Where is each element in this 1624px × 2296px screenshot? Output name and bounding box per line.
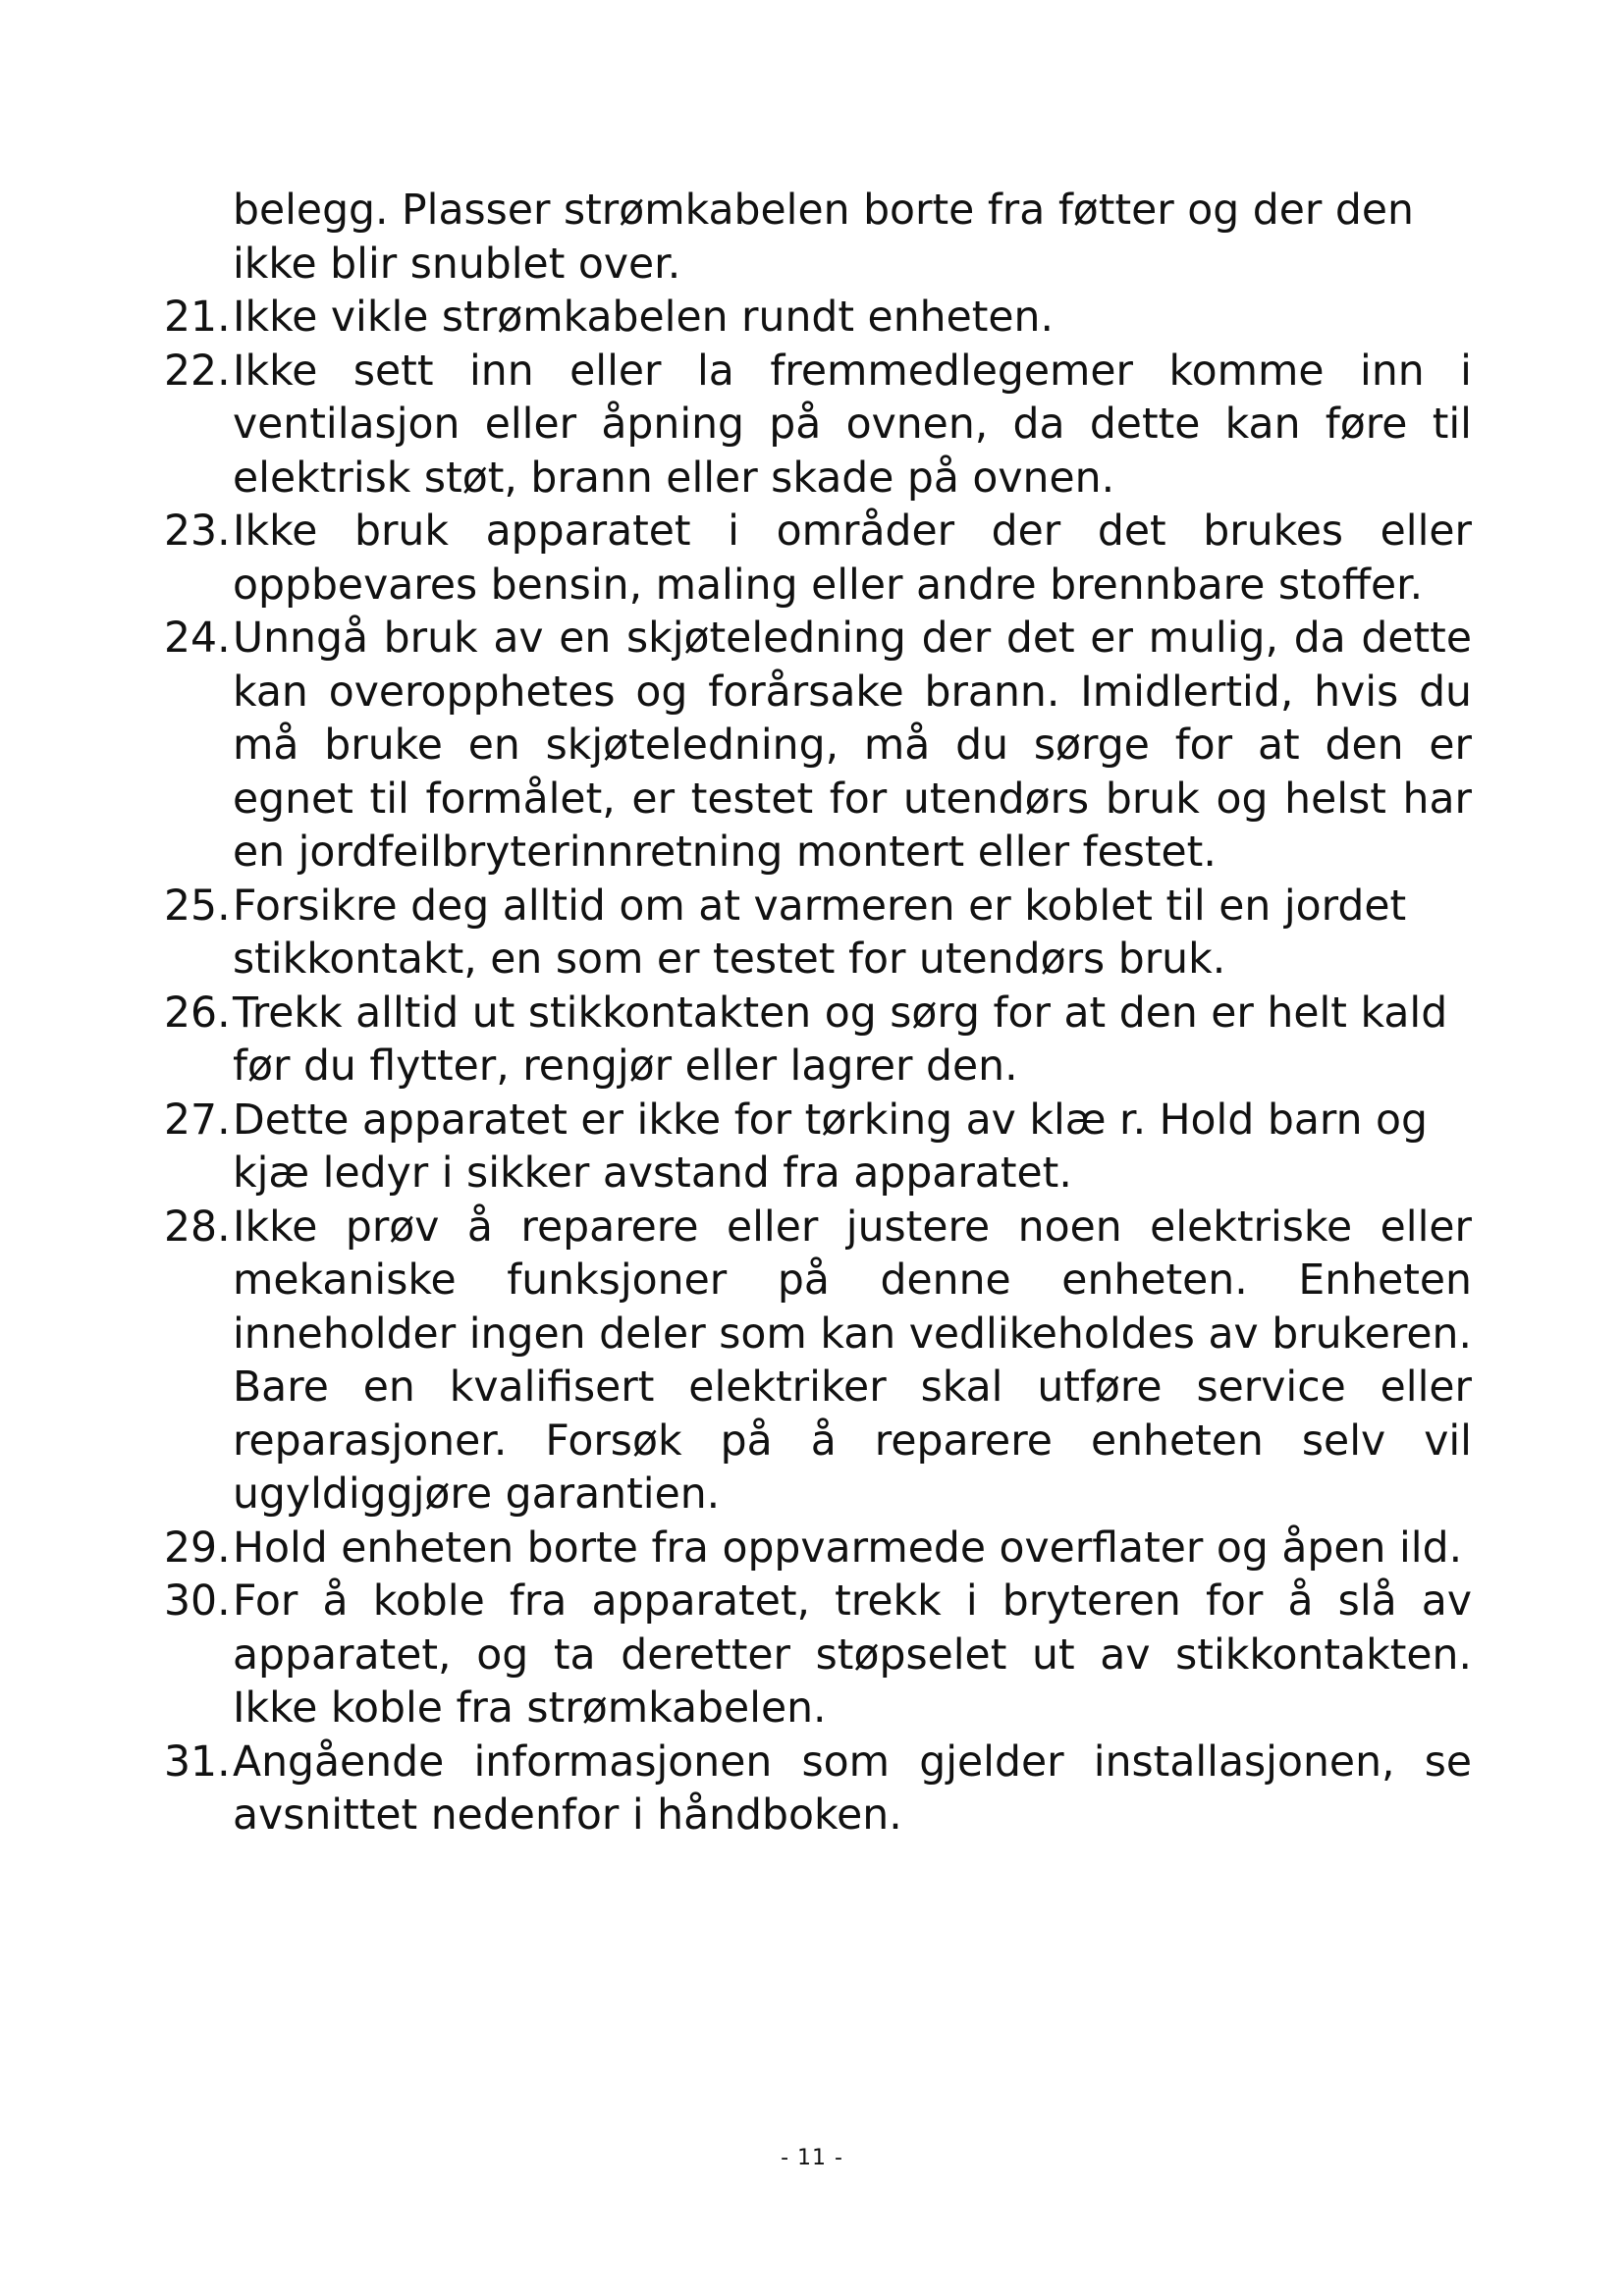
item-text: Ikke sett inn eller la fremmedlegemer komme inn i ventilasjon eller åpning på ovnen, da dette kan føre til elektrisk støt, brann eller skade på ovnen. bbox=[233, 347, 1472, 503]
item-text: Angående informasjonen som gjelder installasjonen, se avsnittet nedenfor i håndboken. bbox=[233, 1737, 1472, 1840]
list-item-28 bbox=[164, 1201, 1472, 1522]
list-item-24 bbox=[164, 613, 1472, 881]
item-number: 28. bbox=[164, 1202, 231, 1252]
item-text: Hold enheten borte fra oppvarmede overflater og åpen ild. bbox=[233, 1523, 1463, 1573]
list-item-30 bbox=[164, 1575, 1472, 1736]
item-number: 29. bbox=[164, 1523, 231, 1573]
item-text: Ikke bruk apparatet i områder der det brukes eller oppbevares bensin, maling eller andre brennbare stoffer. bbox=[233, 507, 1472, 610]
list-item-21 bbox=[164, 292, 1472, 346]
list-item-27 bbox=[164, 1095, 1472, 1201]
item-number: 26. bbox=[164, 988, 231, 1038]
item-text: For å koble fra apparatet, trekk i bryteren for å slå av apparatet, og ta deretter støpselet ut av stikkontakten. Ikke koble fra strømkabelen. bbox=[233, 1577, 1472, 1733]
item-text: Ikke prøv å reparere eller justere noen elektriske eller mekaniske funksjoner på denne enheten. Enheten inneholder ingen deler som kan vedlikeholdes av brukeren. Bare en kvalifisert elektriker skal utføre service eller reparasjoner. Forsøk på å reparere enheten selv vil ugyldiggjøre garantien. bbox=[233, 1202, 1472, 1519]
item-number: 30. bbox=[164, 1577, 231, 1626]
list-item-29 bbox=[164, 1522, 1472, 1576]
page-number: - 11 - bbox=[781, 2146, 843, 2170]
item-text: Forsikre deg alltid om at varmeren er koblet til en jordet stikkontakt, en som er testet for utendørs bruk. bbox=[233, 881, 1407, 984]
item-text: Trekk alltid ut stikkontakten og sørg for at den er helt kald før du flytter, rengjør eller lagrer den. bbox=[233, 988, 1448, 1091]
item-number: 31. bbox=[164, 1737, 231, 1787]
list-item-25 bbox=[164, 881, 1472, 988]
item-text: Dette apparatet er ikke for tørking av klæ r. Hold barn og kjæ ledyr i sikker avstand fra apparatet. bbox=[233, 1095, 1429, 1198]
continued-paragraph: belegg. Plasser strømkabelen borte fra føtter og der den ikke blir snublet over. bbox=[233, 187, 1414, 289]
list-item-31 bbox=[164, 1736, 1472, 1843]
safety-instructions-list bbox=[164, 292, 1472, 1843]
list-item-23 bbox=[164, 506, 1472, 613]
item-number: 27. bbox=[164, 1095, 231, 1145]
list-item-22 bbox=[164, 346, 1472, 507]
item-number: 23. bbox=[164, 507, 231, 556]
item-text: Ikke vikle strømkabelen rundt enheten. bbox=[233, 294, 1054, 342]
item-number: 21. bbox=[164, 294, 231, 342]
list-item-26 bbox=[164, 988, 1472, 1095]
item-number: 22. bbox=[164, 347, 231, 396]
item-text: Unngå bruk av en skjøteledning der det er mulig, da dette kan overopphetes og forårsake brann. Imidlertid, hvis du må bruke en skjøteledning, må du sørge for at den er egnet til formålet, er testet for utendørs bruk og helst har en jordfeilbryterinnretning montert eller festet. bbox=[233, 614, 1472, 877]
item-number: 24. bbox=[164, 614, 231, 663]
document-body bbox=[164, 185, 1472, 1843]
item-number: 25. bbox=[164, 881, 231, 931]
